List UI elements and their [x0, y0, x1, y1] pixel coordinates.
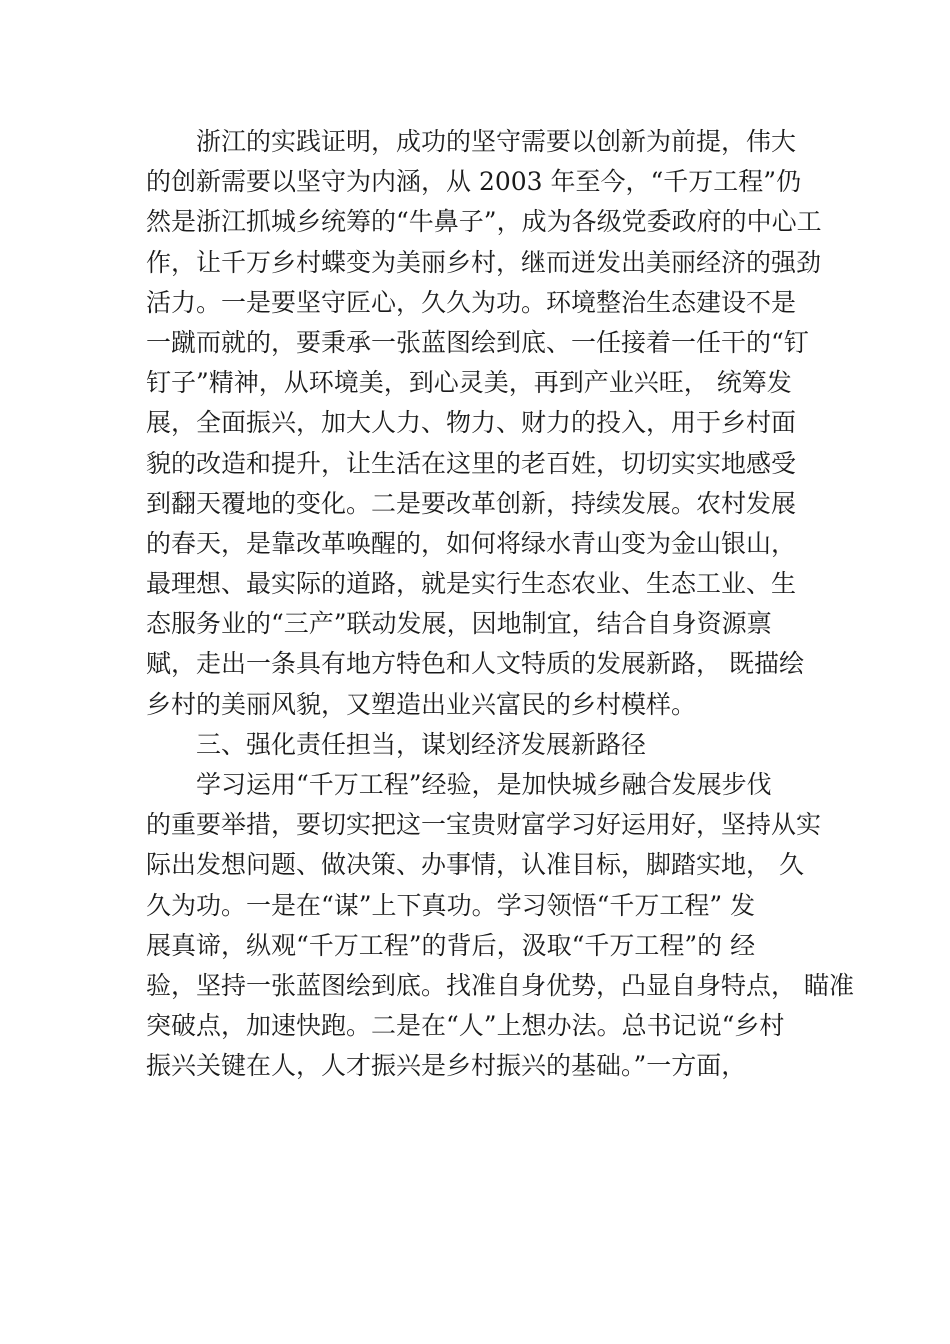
- body-text: [146, 122, 854, 1087]
- paragraph-1-line-4: 作，让千万乡村蝶变为美丽乡村，继而迸发出美丽经济的强劲: [146, 247, 822, 277]
- section-heading: 三、强化责任担当，谋划经济发展新路径: [196, 729, 647, 759]
- paragraph-1-line-8: 展，全面振兴，加大人力、物力、财力的投入，用于乡村面: [146, 408, 797, 438]
- paragraph-2-line-2: 的重要举措，要切实把这一宝贵财富学习好运用好，坚持从实: [146, 810, 822, 840]
- paragraph-1-line-6: 一蹴而就的，要秉承一张蓝图绘到底、一任接着一任干的“钉: [146, 327, 809, 357]
- paragraph-2-line-8: 振兴关键在人，人才振兴是乡村振兴的基础。”一方面，: [146, 1051, 747, 1081]
- paragraph-1-line-13: 态服务业的“三产”联动发展，因地制宜，结合自身资源禀: [146, 609, 772, 639]
- paragraph-1-line-3: 然是浙江抓城乡统筹的“牛鼻子”，成为各级党委政府的中心工: [146, 207, 822, 237]
- paragraph-1-line-11: 的春天，是靠改革唤醒的，如何将绿水青山变为金山银山，: [146, 528, 797, 558]
- paragraph-2-line-1: 学习运用“千万工程”经验，是加快城乡融合发展步伐: [196, 770, 772, 799]
- paragraph-2-line-3: 际出发想问题、做决策、办事情，认准目标，脚踏实地， 久: [146, 850, 804, 880]
- paragraph-1-line-14: 赋，走出一条具有地方特色和人文特质的发展新路， 既描绘: [146, 649, 804, 679]
- paragraph-2-line-6: 验，坚持一张蓝图绘到底。找准自身优势，凸显自身特点， 瞄准: [146, 970, 854, 1000]
- paragraph-1-line-12: 最理想、最实际的道路，就是实行生态农业、生态工业、生: [146, 569, 797, 599]
- paragraph-1-line-15: 乡村的美丽风貌，又塑造出业兴富民的乡村模样。: [146, 689, 697, 719]
- paragraph-1-line-5: 活力。一是要坚守匠心，久久为功。环境整治生态建设不是: [146, 287, 797, 317]
- paragraph-2-line-7: 突破点，加速快跑。二是在“人”上想办法。总书记说“乡村: [146, 1011, 785, 1041]
- paragraph-1-line-2: 的创新需要以坚守为内涵，从 2003 年至今，“千万工程”仍: [146, 167, 802, 197]
- paragraph-2-line-4: 久为功。一是在“谋”上下真功。学习领悟“千万工程” 发: [146, 890, 756, 920]
- paragraph-1-line-7: 钉子”精神，从环境美，到心灵美，再到产业兴旺， 统筹发: [146, 368, 792, 398]
- paragraph-1-line-1: 浙江的实践证明，成功的坚守需要以创新为前提，伟大: [196, 127, 797, 156]
- paragraph-1-line-9: 貌的改造和提升，让生活在这里的老百姓，切切实实地感受: [146, 448, 797, 478]
- paragraph-1-line-10: 到翻天覆地的变化。二是要改革创新，持续发展。农村发展: [146, 488, 797, 518]
- paragraph-2-line-5: 展真谛，纵观“千万工程”的背后，汲取“千万工程”的 经: [146, 930, 756, 960]
